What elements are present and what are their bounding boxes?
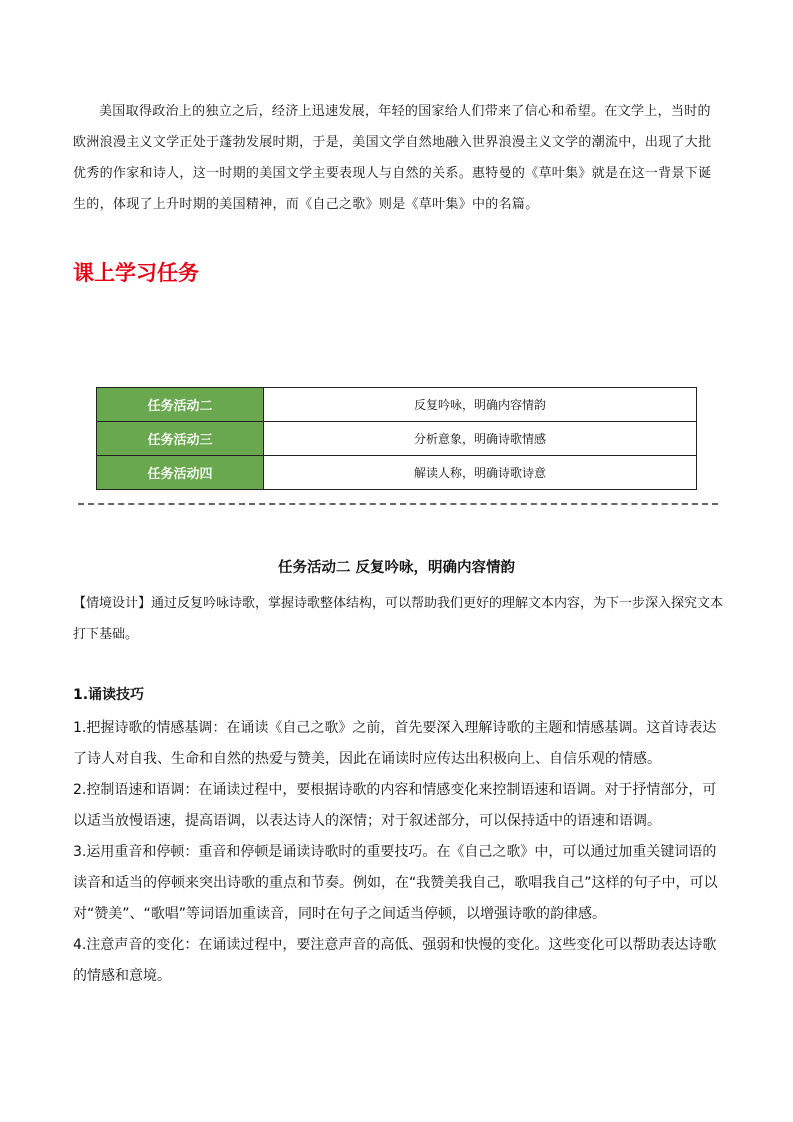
task-desc: 解读人称，明确诗歌诗意 [264,456,697,490]
list-item: 2.控制语速和语调：在诵读过程中，要根据诗歌的内容和情感变化来控制语速和语调。对于抒情部分，可以适当放慢语速，提高语调，以表达诗人的深情；对于叙述部分，可以保持适中的语速和语调。 [73,782,717,829]
list-item: 4.注意声音的变化：在诵读过程中，要注意声音的高低、强弱和快慢的变化。这些变化可以帮助表达诗歌的情感和意境。 [73,937,717,984]
task-table [96,387,697,490]
task-desc: 分析意象，明确诗歌情感 [264,422,697,456]
task-name: 任务活动二 [97,388,264,422]
scene-design: 【情境设计】通过反复吟咏诗歌，掌握诗歌整体结构，可以帮助我们更好的理解文本内容，为下一步深入探究文本打下基础。 [73,596,724,642]
intro-paragraph: 美国取得政治上的独立之后，经济上迅速发展，年轻的国家给人们带来了信心和希望。在文学上，当时的欧洲浪漫主义文学正处于蓬勃发展时期，于是，美国文学自然地融入世界浪漫主义文学的潮流中，出现了大批优秀的作家和诗人，这一时期的美国文学主要表现人与自然的关系。惠特曼的《草叶集》就是在这一背景下诞生的，体现了上升时期的美国精神，而《自己之歌》则是《草叶集》中的名篇。 [73,104,712,212]
task-name: 任务活动三 [97,422,264,456]
section-title: 课上学习任务 [73,261,199,285]
table-row [97,388,697,422]
reading-heading: 1.诵读技巧 [73,687,145,703]
table-row [97,456,697,490]
list-item: 1.把握诗歌的情感基调：在诵读《自己之歌》之前，首先要深入理解诗歌的主题和情感基调。这首诗表达了诗人对自我、生命和自然的热爱与赞美，因此在诵读时应传达出积极向上、自信乐观的情感。 [73,720,717,767]
task-desc: 反复吟咏，明确内容情韵 [264,388,697,422]
task-name: 任务活动四 [97,456,264,490]
activity-title: 任务活动二 反复吟咏，明确内容情韵 [277,559,516,576]
reading-list [73,713,723,992]
list-item: 3.运用重音和停顿：重音和停顿是诵读诗歌时的重要技巧。在《自己之歌》中，可以通过加重关键词语的读音和适当的停顿来突出诗歌的重点和节奏。例如，在“我赞美我自己，歌唱我自己”这样的句子中，可以对“赞美”、“歌唱”等词语加重读音，同时在句子之间适当停顿，以增强诗歌的韵律感。 [73,844,718,922]
table-row [97,422,697,456]
dashed-divider [78,503,718,505]
